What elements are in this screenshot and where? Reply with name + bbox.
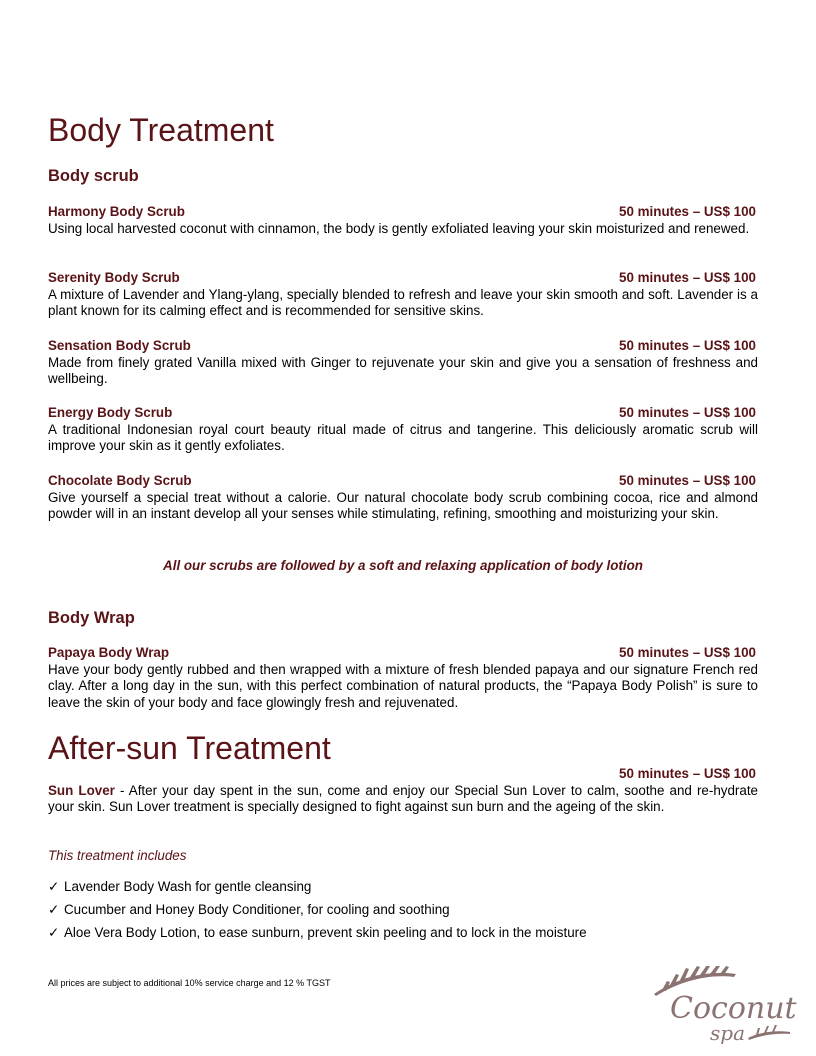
list-item-text: Cucumber and Honey Body Conditioner, for cooling and soothing xyxy=(64,902,450,917)
treatment-name: Sun Lover xyxy=(48,783,115,798)
treatment-name: Harmony Body Scrub xyxy=(48,204,185,219)
treatment-item xyxy=(48,338,758,388)
list-item-text: Lavender Body Wash for gentle cleansing xyxy=(64,879,312,894)
treatment-price: 50 minutes – US$ 100 xyxy=(619,270,756,285)
list-item xyxy=(48,902,587,925)
treatment-name: Sensation Body Scrub xyxy=(48,338,191,353)
subheading-body-scrub: Body scrub xyxy=(48,167,139,185)
treatment-item xyxy=(48,405,758,455)
footer-note: All prices are subject to additional 10% service charge and 12 % TGST xyxy=(48,978,331,988)
section-title-body-treatment: Body Treatment xyxy=(48,112,274,148)
small-leaf-icon xyxy=(748,1025,790,1040)
treatment-description: A mixture of Lavender and Ylang-ylang, specially blended to refresh and leave your skin smooth and soft. Lavender is a plant known for its calming effect and is recommended for sensitive skins. xyxy=(48,287,758,319)
treatment-item xyxy=(48,204,758,237)
treatment-item xyxy=(48,473,758,523)
treatment-price: 50 minutes – US$ 100 xyxy=(619,204,756,219)
treatment-name: Energy Body Scrub xyxy=(48,405,173,420)
section-title-after-sun: After-sun Treatment xyxy=(48,730,331,766)
treatment-item xyxy=(48,270,758,320)
includes-label: This treatment includes xyxy=(48,848,187,863)
treatment-name: Papaya Body Wrap xyxy=(48,645,170,660)
subheading-body-wrap: Body Wrap xyxy=(48,609,135,627)
sun-lover-text: - After your day spent in the sun, come and enjoy our Special Sun Lover to calm, soothe and re-hydrate your skin. Sun Lover treatment is specially designed to fight against sun burn and the ageing of the skin. xyxy=(48,783,758,815)
checkmark-icon: ✓ xyxy=(48,879,60,894)
treatment-description: Made from finely grated Vanilla mixed with Ginger to rejuvenate your skin and give you a sensation of freshness and wellbeing. xyxy=(48,355,758,387)
list-item-text: Aloe Vera Body Lotion, to ease sunburn, prevent skin peeling and to lock in the moisture xyxy=(64,925,587,940)
list-item xyxy=(48,925,587,948)
treatment-price: 50 minutes – US$ 100 xyxy=(619,338,756,353)
treatment-item xyxy=(48,645,758,711)
treatment-description: Have your body gently rubbed and then wrapped with a mixture of fresh blended papaya and our signature French red clay. After a long day in the sun, with this perfect combination of natural products, the “Papaya Body Polish” is sure to leave the skin of your body and face glowingly fresh and rejuvenated. xyxy=(48,662,758,710)
treatment-name: Chocolate Body Scrub xyxy=(48,473,192,488)
logo-sub-text: spa xyxy=(710,1021,745,1045)
coconut-spa-logo xyxy=(650,966,800,1046)
checkmark-icon: ✓ xyxy=(48,925,60,940)
logo-brand-text: Coconut xyxy=(670,991,797,1026)
scrub-note: All our scrubs are followed by a soft and relaxing application of body lotion xyxy=(163,558,643,573)
treatment-description xyxy=(48,783,758,816)
includes-list xyxy=(48,879,587,948)
treatment-description: Give yourself a special treat without a calorie. Our natural chocolate body scrub combining cocoa, rice and almond powder will in an instant develop all your senses while stimulating, refining, smoothing and moisturizing your skin. xyxy=(48,490,758,522)
treatment-description: A traditional Indonesian royal court beauty ritual made of citrus and tangerine. This deliciously aromatic scrub will improve your skin as it gently exfoliates. xyxy=(48,422,758,454)
treatment-name: Serenity Body Scrub xyxy=(48,270,180,285)
list-item xyxy=(48,879,587,902)
treatment-price: 50 minutes – US$ 100 xyxy=(619,405,756,420)
treatment-description: Using local harvested coconut with cinnamon, the body is gently exfoliated leaving your skin moisturized and renewed. xyxy=(48,221,750,236)
treatment-price: 50 minutes – US$ 100 xyxy=(619,645,756,660)
checkmark-icon: ✓ xyxy=(48,902,60,917)
treatment-price: 50 minutes – US$ 100 xyxy=(619,473,756,488)
treatment-price: 50 minutes – US$ 100 xyxy=(619,766,756,781)
